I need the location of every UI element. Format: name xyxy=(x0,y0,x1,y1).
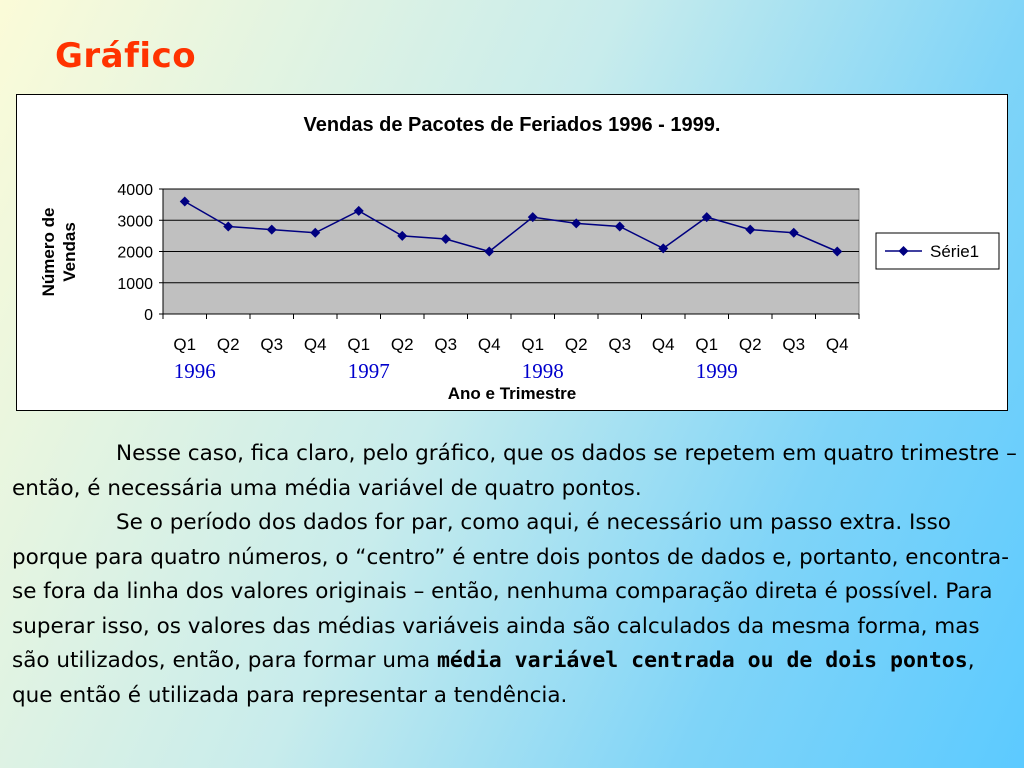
x-tick-label: Q1 xyxy=(173,335,197,354)
year-label: 1997 xyxy=(347,359,390,383)
legend-label: Série1 xyxy=(930,242,980,261)
x-tick-label: Q4 xyxy=(825,335,849,354)
paragraph-2-end: , que então é utilizada para representar a tendência. xyxy=(12,648,975,708)
x-tick-label: Q1 xyxy=(347,335,371,354)
x-tick-label: Q4 xyxy=(303,335,327,354)
year-label: 1996 xyxy=(173,359,216,383)
paragraph-2-text: Se o período dos dados for par, como aqui, é necessário um passo extra. Isso porque para quatro números, o “centro” é entre dois pontos de dados e, portanto, encontra-se fora da linha dos valores originais – então, nenhuma comparação direta é possível. Para superar isso, os valores das médias variáveis ainda são calculados da mesma forma, mas são utilizados, então, para formar uma xyxy=(12,510,1009,673)
chart-container xyxy=(16,94,1008,411)
paragraph-1 xyxy=(12,437,1017,506)
x-axis-title: Ano e Trimestre xyxy=(447,384,577,403)
x-tick-label: Q4 xyxy=(477,335,501,354)
y-tick-label: 3000 xyxy=(117,213,153,231)
paragraph-2 xyxy=(12,506,1017,713)
x-tick-label: Q2 xyxy=(564,335,588,354)
slide-title: Gráfico xyxy=(55,36,197,76)
y-tick-label: 4000 xyxy=(117,182,153,199)
emphasis-text: média variável centrada ou de dois pontos xyxy=(436,648,968,673)
x-tick-label: Q2 xyxy=(738,335,762,354)
x-tick-label: Q3 xyxy=(260,335,284,354)
x-tick-label: Q3 xyxy=(434,335,458,354)
x-tick-label: Q3 xyxy=(782,335,806,354)
x-tick-label: Q2 xyxy=(216,335,240,354)
y-tick-label: 0 xyxy=(144,307,153,324)
chart-title: Vendas de Pacotes de Feriados 1996 - 1999. xyxy=(303,114,721,136)
x-tick-label: Q2 xyxy=(390,335,414,354)
x-tick-label: Q3 xyxy=(608,335,632,354)
x-tick-label: Q1 xyxy=(521,335,545,354)
x-tick-label: Q4 xyxy=(651,335,675,354)
body-text xyxy=(12,437,1017,713)
y-axis-title: Número de Vendas xyxy=(39,207,79,297)
paragraph-1-text: Nesse caso, fica claro, pelo gráfico, que os dados se repetem em quatro trimestre – então, é necessária uma média variável de quatro pontos. xyxy=(12,441,1017,501)
line-chart xyxy=(17,95,1007,410)
year-label: 1999 xyxy=(695,359,738,383)
year-label: 1998 xyxy=(521,359,564,383)
y-tick-label: 1000 xyxy=(117,275,153,293)
y-tick-label: 2000 xyxy=(117,244,153,262)
x-tick-label: Q1 xyxy=(695,335,719,354)
